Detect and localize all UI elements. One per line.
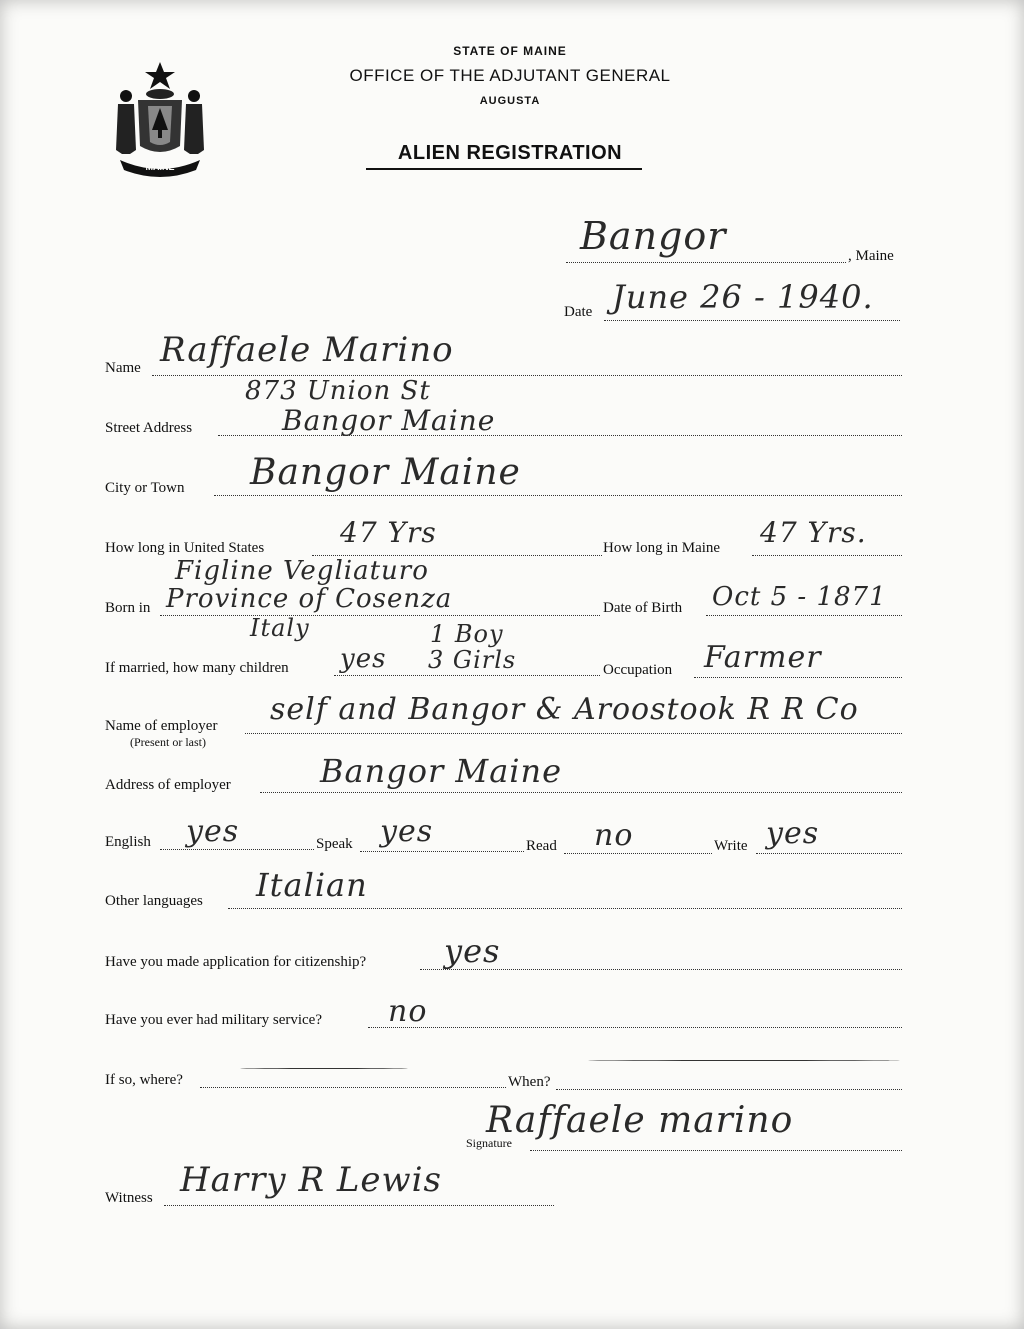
speak-label: Speak xyxy=(316,836,353,852)
born-dotted-line xyxy=(160,615,600,616)
date-dotted-line xyxy=(604,320,900,321)
occupation-entry: Farmer xyxy=(704,640,822,675)
signature-dotted-line xyxy=(530,1150,902,1151)
children-girls-entry: 3 Girls xyxy=(428,646,517,674)
maine-state-seal-icon xyxy=(108,58,212,178)
read-label: Read xyxy=(526,838,557,854)
when-label: When? xyxy=(508,1074,551,1090)
dob-entry: Oct 5 - 1871 xyxy=(712,582,887,612)
signature-entry: Raffaele marino xyxy=(486,1100,794,1141)
married-label: If married, how many children xyxy=(105,660,289,676)
header-city: AUGUSTA xyxy=(479,95,541,107)
born-entry-line1: Figline Vegliaturo xyxy=(175,556,429,586)
maine-label: , Maine xyxy=(848,248,894,264)
header-office: OFFICE OF THE ADJUTANT GENERAL xyxy=(349,66,671,85)
military-label: Have you ever had military service? xyxy=(105,1012,322,1028)
dob-label: Date of Birth xyxy=(603,600,683,616)
military-entry: no xyxy=(388,994,428,1029)
employer-address-entry: Bangor Maine xyxy=(320,752,563,790)
read-dotted-line xyxy=(564,853,712,854)
occupation-label: Occupation xyxy=(603,662,673,678)
military-dotted-line xyxy=(368,1027,902,1028)
town-entry: Bangor xyxy=(580,214,727,258)
born-entry-line3: Italy xyxy=(250,614,310,642)
long-maine-dotted-line xyxy=(752,555,902,556)
english-label: English xyxy=(105,834,151,850)
town-dotted-line xyxy=(566,262,846,263)
city-label: City or Town xyxy=(105,480,185,496)
married-dotted-line xyxy=(334,675,600,676)
other-languages-dotted-line xyxy=(228,908,902,909)
name-entry: Raffaele Marino xyxy=(160,330,454,370)
born-label: Born in xyxy=(105,600,151,616)
other-languages-entry: Italian xyxy=(256,866,368,904)
employer-entry: self and Bangor & Aroostook R R Co xyxy=(270,692,859,727)
header-state: STATE OF MAINE xyxy=(453,44,567,58)
employer-dotted-line xyxy=(245,733,902,734)
where-dotted-line xyxy=(200,1087,506,1088)
employer-note: (Present or last) xyxy=(130,735,206,749)
date-entry: June 26 - 1940. xyxy=(612,278,874,316)
english-dotted-line xyxy=(160,849,314,850)
citizenship-entry: yes xyxy=(444,932,501,970)
when-dash-mark xyxy=(588,1060,900,1061)
witness-entry: Harry R Lewis xyxy=(180,1160,442,1200)
witness-dotted-line xyxy=(164,1205,554,1206)
form-title: ALIEN REGISTRATION xyxy=(397,142,623,164)
city-dotted-line xyxy=(214,495,902,496)
where-label: If so, where? xyxy=(105,1072,183,1088)
witness-label: Witness xyxy=(105,1190,153,1206)
street-entry-line2: Bangor Maine xyxy=(282,404,496,437)
svg-text:MAINE: MAINE xyxy=(145,162,175,172)
when-dotted-line xyxy=(556,1089,902,1090)
citizenship-label: Have you made application for citizenship? xyxy=(105,954,367,970)
born-entry-line2: Province of Cosenza xyxy=(166,584,453,614)
long-us-label: How long in United States xyxy=(105,540,265,556)
married-entry: yes xyxy=(340,644,387,674)
speak-entry: yes xyxy=(380,814,434,849)
children-boys-entry: 1 Boy xyxy=(430,620,504,648)
date-label: Date xyxy=(564,304,593,320)
write-entry: yes xyxy=(766,816,820,851)
dob-dotted-line xyxy=(706,615,902,616)
read-entry: no xyxy=(594,818,634,853)
speak-dotted-line xyxy=(360,851,524,852)
title-underline xyxy=(366,168,642,170)
street-entry-line1: 873 Union St xyxy=(245,376,431,406)
write-label: Write xyxy=(714,838,748,854)
occupation-dotted-line xyxy=(694,677,902,678)
long-us-entry: 47 Yrs xyxy=(340,516,437,549)
other-languages-label: Other languages xyxy=(105,893,203,909)
name-label: Name xyxy=(105,360,141,376)
employer-label: Name of employer xyxy=(105,718,218,734)
employer-address-label: Address of employer xyxy=(105,777,231,793)
city-entry: Bangor Maine xyxy=(250,452,521,493)
signature-label: Signature xyxy=(466,1136,512,1150)
where-dash-mark xyxy=(240,1068,408,1069)
write-dotted-line xyxy=(756,853,902,854)
employer-address-dotted-line xyxy=(260,792,902,793)
long-maine-label: How long in Maine xyxy=(603,540,721,556)
english-entry: yes xyxy=(186,814,240,849)
long-maine-entry: 47 Yrs. xyxy=(760,516,867,549)
street-label: Street Address xyxy=(105,420,193,436)
